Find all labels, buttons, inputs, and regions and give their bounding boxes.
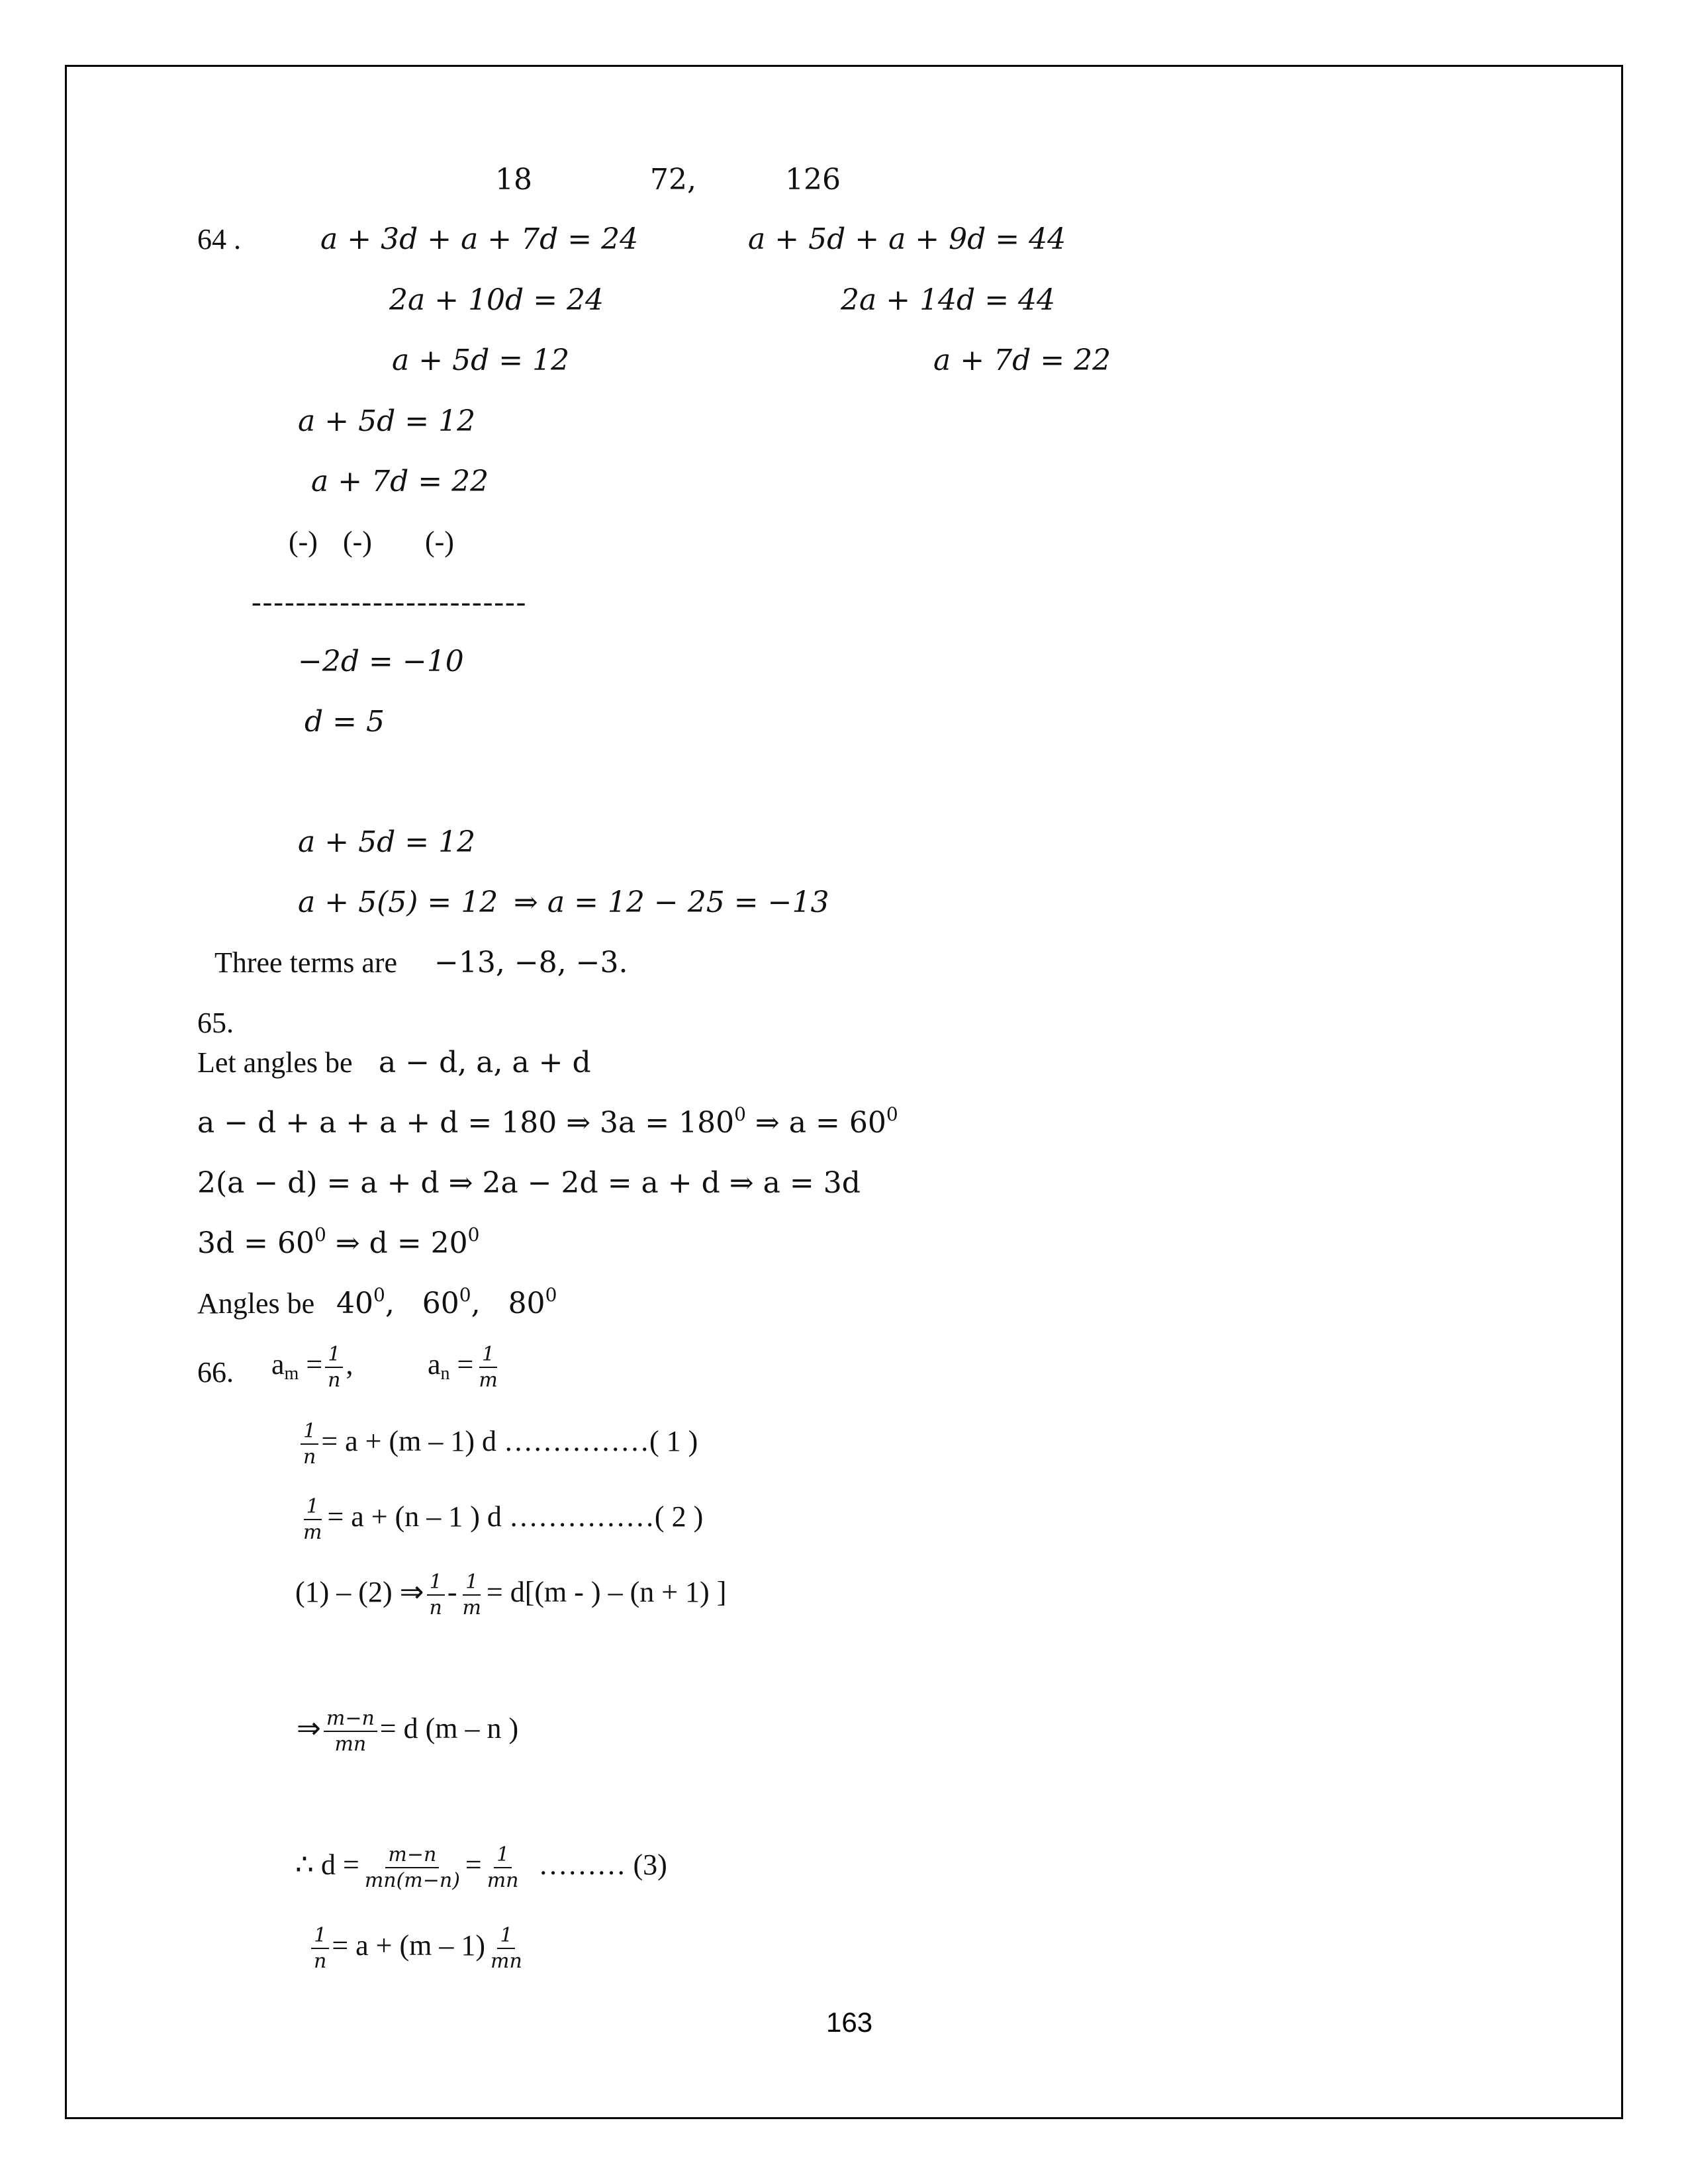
q66-an: $a_n$ = $\frac{1}{m}$ [428,1343,498,1392]
q66-eq5: ∴ d = $\frac{m-n}{mn(m-n)}$ = $\frac{1}{mn}$ ……… (3) [295,1843,667,1892]
q66-eq2: $\frac{1}{m}$ = a + (n – 1 ) d ……………( 2 ) [303,1495,704,1544]
q66-eq3: (1) – (2) ⇒ $\frac{1}{n}$ - $\frac{1}{m}$ = d[(m - ) – (n + 1) ] [295,1570,727,1619]
q66-am: $a_m$ = $\frac{1}{n}$ , [271,1343,353,1392]
page-border [65,65,1623,2119]
q64-sub1: a + 5d = 12 [298,404,476,438]
q64-eq1-left: a + 3d + a + 7d = 24 [320,222,639,256]
q65-line2: a − d + a + a + d = 180 ⇒ $3a = 180^0$ ⇒ $a = 60^0$ [197,1103,898,1140]
q64-result-1: −2d = −10 [298,645,464,678]
page-number: 163 [826,2007,873,2038]
top-value-2: 72, [650,163,696,197]
q64-sign-2: (-) [343,525,372,558]
q64-sign-3: (-) [425,525,454,558]
q64-back-2a: a + 5(5) = 12 [298,886,498,919]
q66-eq1: $\frac{1}{n}$ = a + (m – 1) d ……………( 1 ) [298,1420,698,1468]
question-65-number: 65. [197,1007,234,1039]
question-66-number: 66. [197,1356,234,1388]
q64-sign-1: (-) [289,525,318,558]
q64-eq1-right: a + 5d + a + 9d = 44 [748,222,1066,256]
q64-terms-label: Three terms are [214,946,398,979]
top-value-3: 126 [785,163,841,197]
q65-line3: 2(a − d) = a + d ⇒ 2a − 2d = a + d ⇒ a = 3d [197,1166,861,1200]
question-64-number: 64 . [197,223,241,255]
q65-line5-label: Angles be [197,1287,315,1320]
q64-terms-value: −13, −8, −3. [434,946,628,979]
q64-back-2b: ⇒ a = 12 − 25 = −13 [514,886,829,919]
q66-eq6: $\frac{1}{n}$ = a + (m – 1) $\frac{1}{mn}$ [308,1925,528,1972]
q64-eq2-right: 2a + 14d = 44 [841,283,1056,317]
top-value-1: 18 [495,163,532,197]
q64-eq3-right: a + 7d = 22 [933,343,1111,377]
q65-line1-math: a − d, a, a + d [379,1046,591,1079]
q64-sub2: a + 7d = 22 [311,465,489,498]
q66-eq4: ⇒ $\frac{m-n}{mn}$ = d (m – n ) [297,1707,519,1756]
q64-eq2-left: 2a + 10d = 24 [389,283,604,317]
q65-line1-label: Let angles be [197,1046,353,1079]
q65-angles: $40^0$, $60^0$, $80^0$ [336,1284,557,1320]
q64-result-2: d = 5 [305,705,385,739]
q64-eq3-left: a + 5d = 12 [392,343,570,377]
q64-subtraction-line: ------------------------- [252,586,528,618]
q65-line4: $3d = 60^0$ ⇒ $d = 20^0$ [197,1224,480,1260]
q64-back-1: a + 5d = 12 [298,825,476,859]
